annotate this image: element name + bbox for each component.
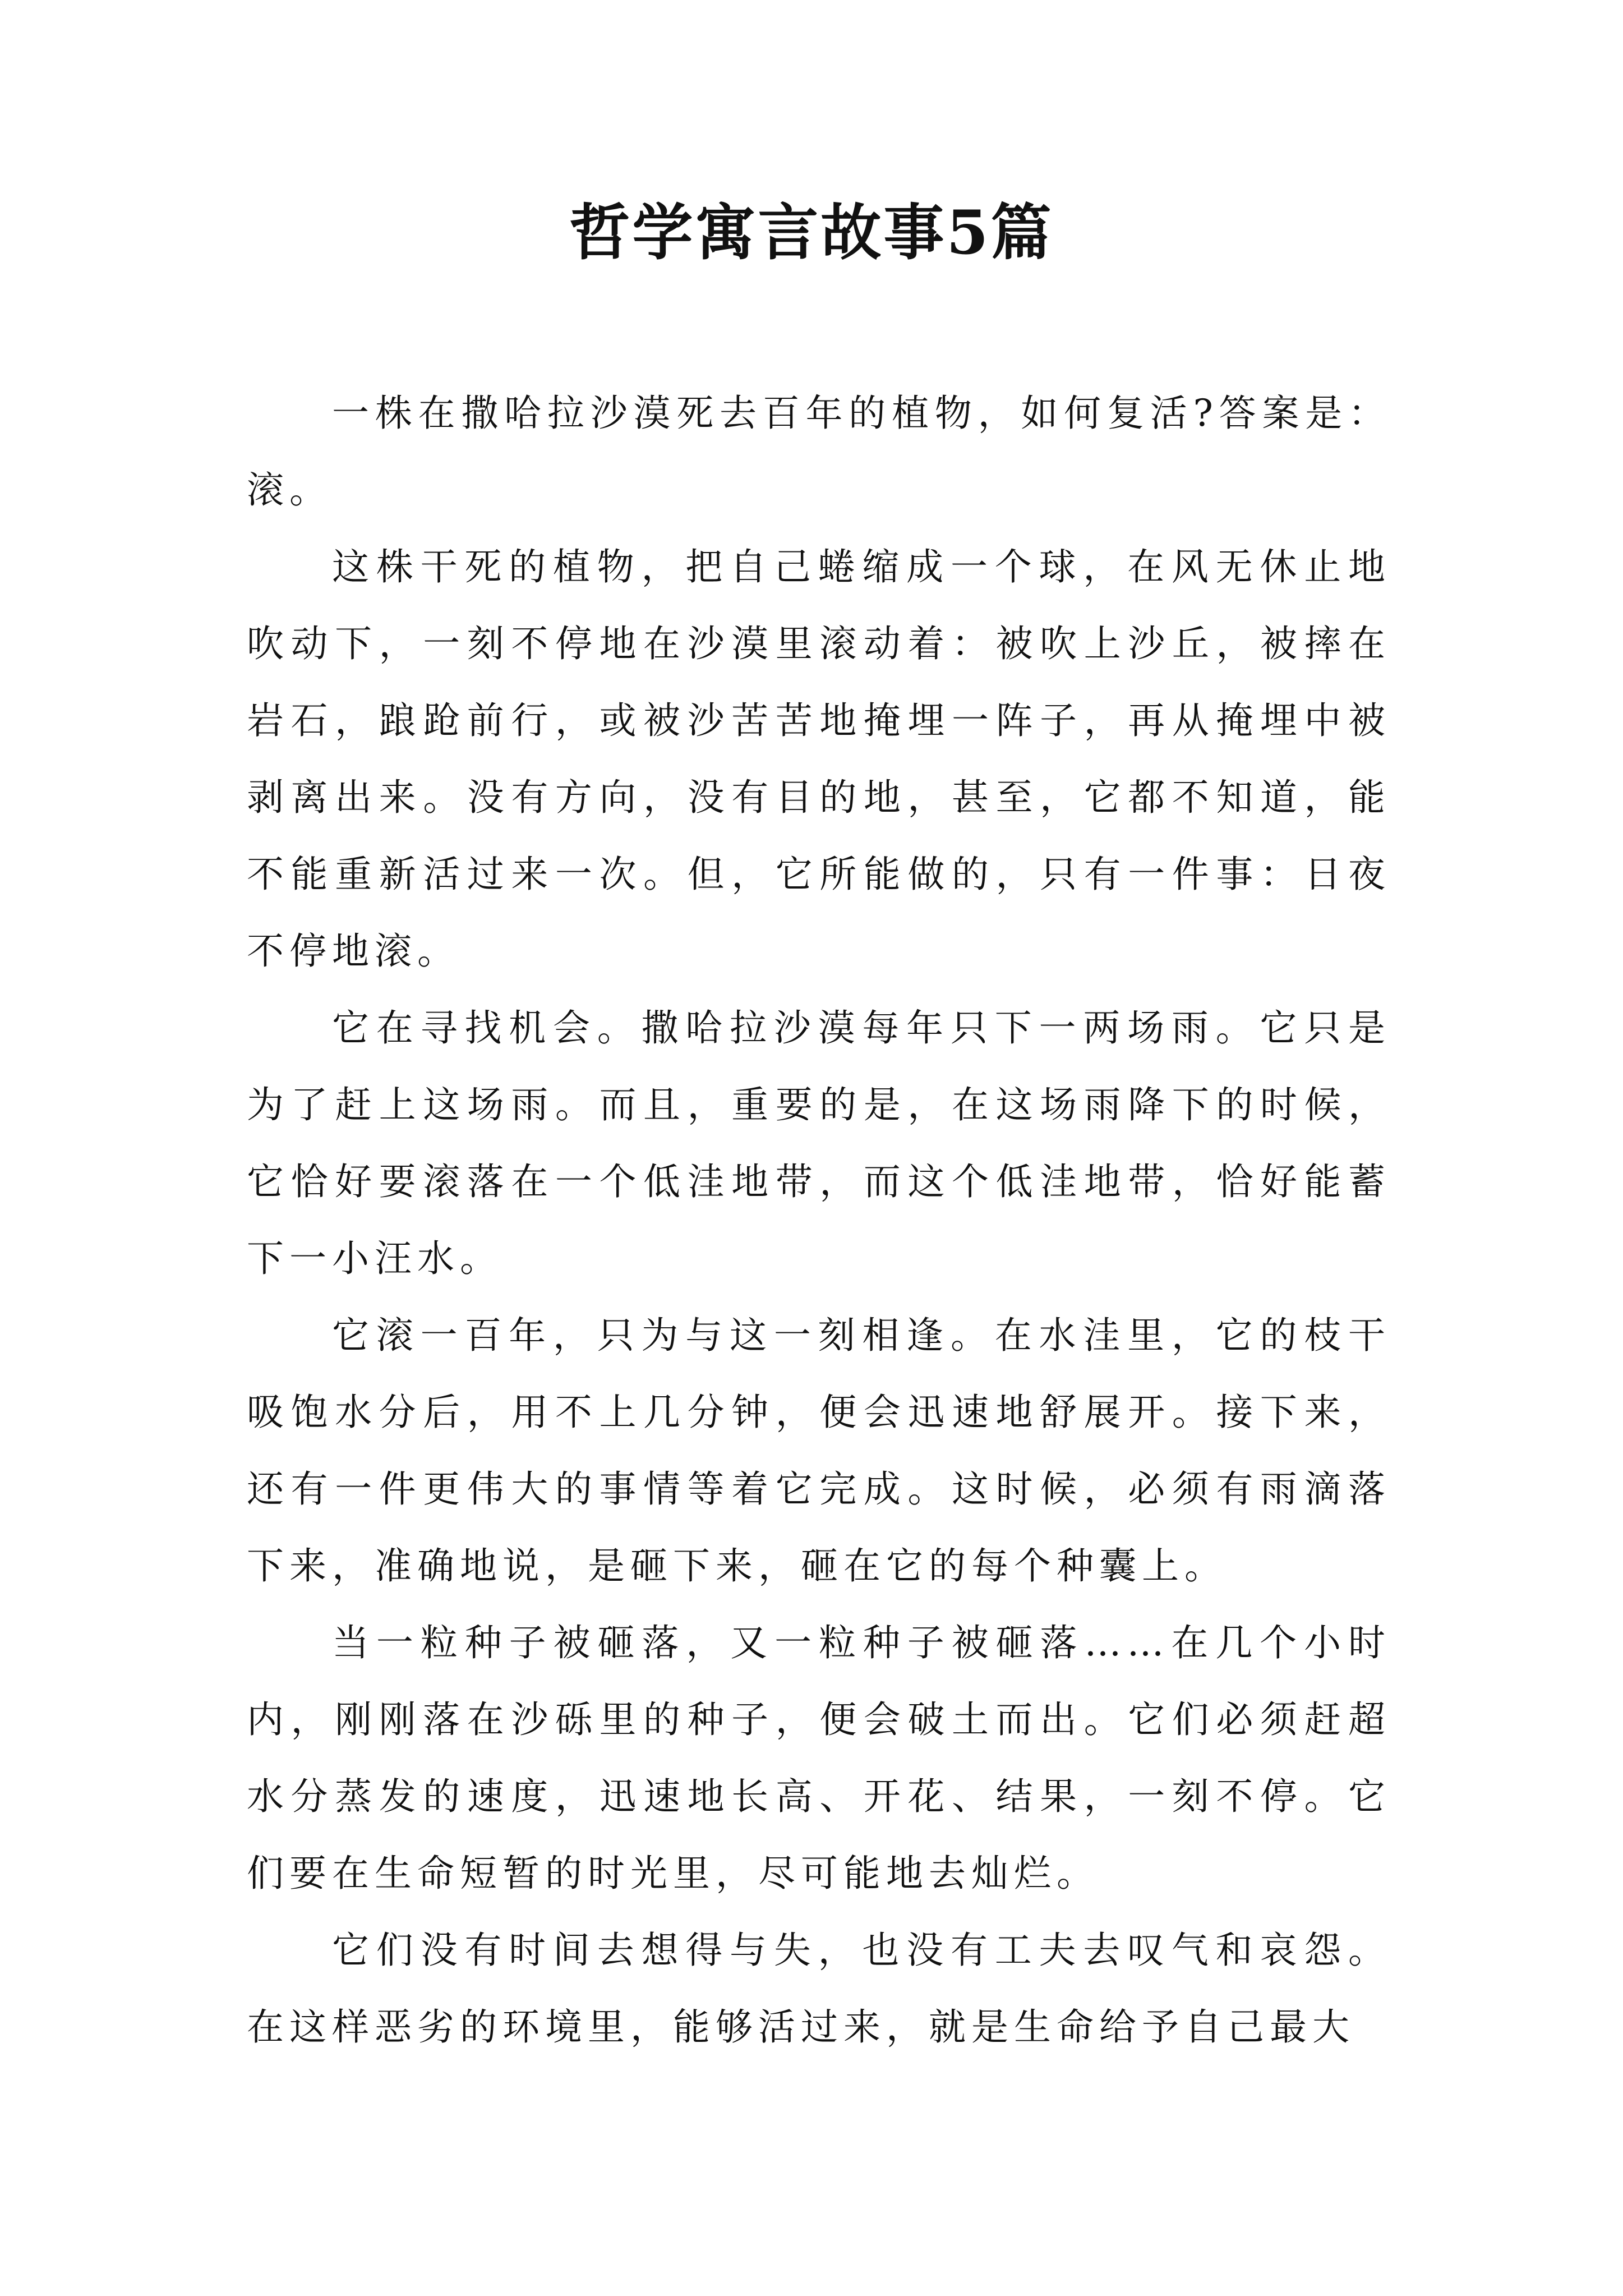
paragraph: 一株在撒哈拉沙漠死去百年的植物，如何复活?答案是：滚。 bbox=[247, 392, 1391, 512]
document-body bbox=[247, 375, 1391, 2065]
paragraph: 它在寻找机会。撒哈拉沙漠每年只下一两场雨。它只是为了赶上这场雨。而且，重要的是，在这场雨降下的时候，它恰好要滚落在一个低洼地带，而这个低洼地带，恰好能蓄下一小汪水。 bbox=[247, 1006, 1391, 1280]
paragraph: 这株干死的植物，把自己蜷缩成一个球，在风无休止地吹动下，一刻不停地在沙漠里滚动着：被吹上沙丘，被摔在岩石，踉跄前行，或被沙苦苦地掩埋一阵子，再从掩埋中被剥离出来。没有方向，没有目的地，甚至，它都不知道，能不能重新活过来一次。但，它所能做的，只有一件事：日夜不停地滚。 bbox=[247, 545, 1391, 973]
document-title: 哲学寓言故事5篇 bbox=[569, 197, 1054, 268]
paragraph: 当一粒种子被砸落，又一粒种子被砸落……在几个小时内，刚刚落在沙砾里的种子，便会破土而出。它们必须赶超水分蒸发的速度，迅速地长高、开花、结果，一刻不停。它们要在生命短暂的时光里，尽可能地去灿烂。 bbox=[247, 1621, 1391, 1895]
paragraph: 它滚一百年，只为与这一刻相逢。在水洼里，它的枝干吸饱水分后，用不上几分钟，便会迅速地舒展开。接下来，还有一件更伟大的事情等着它完成。这时候，必须有雨滴落下来，准确地说，是砸下来，砸在它的每个种囊上。 bbox=[247, 1314, 1391, 1588]
paragraph: 它们没有时间去想得与失，也没有工夫去叹气和哀怨。在这样恶劣的环境里，能够活过来，就是生命给予自己最大 bbox=[247, 1929, 1391, 2049]
